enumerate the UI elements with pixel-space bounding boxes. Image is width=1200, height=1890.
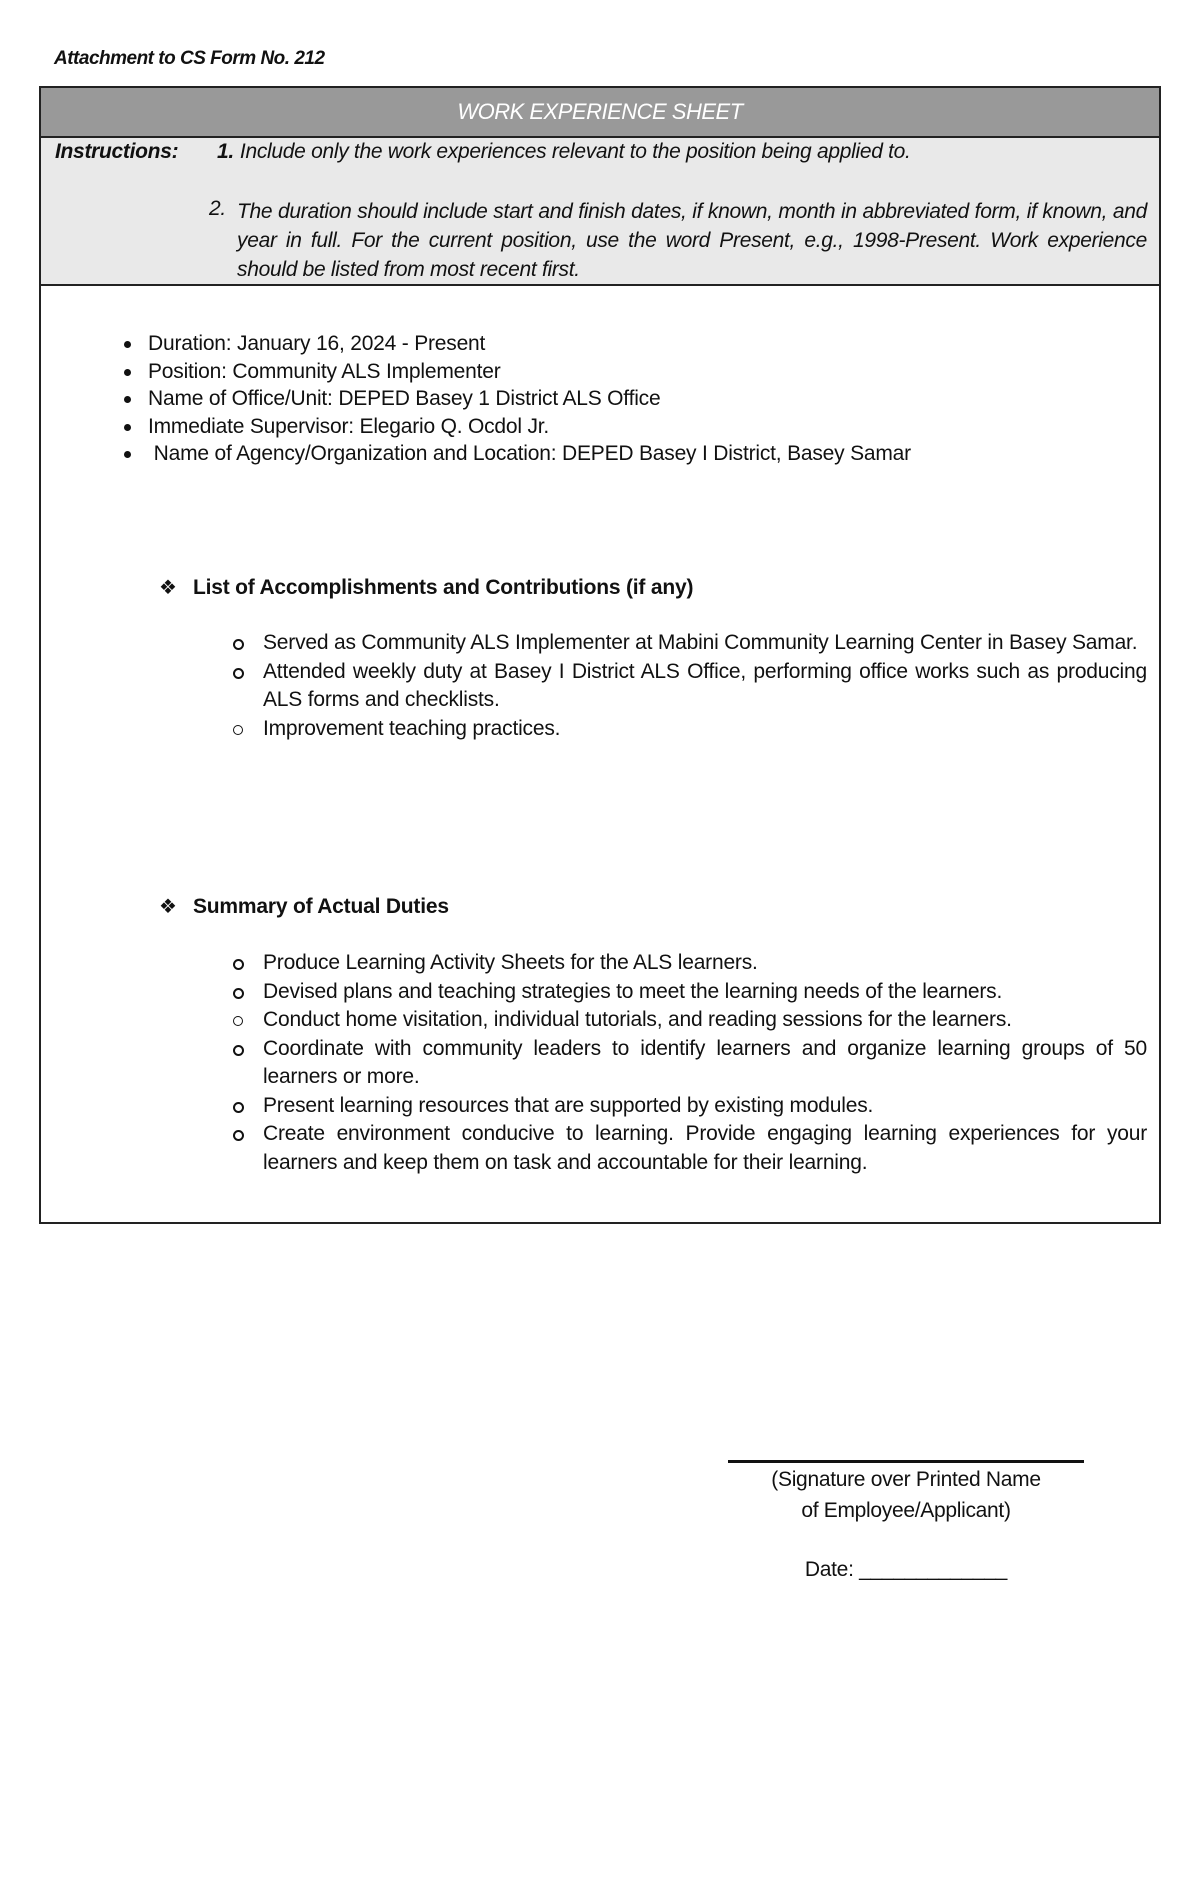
signature-line (728, 1460, 1084, 1463)
diamond-bullet-icon: ❖ (159, 577, 177, 599)
list-item (230, 1035, 1147, 1092)
accomplishment-text: Attended weekly duty at Basey I District ALS Office, performing office works such as producing ALS forms and checklists. (263, 659, 1147, 711)
instruction-2-number: 2. (209, 197, 226, 220)
ring-bullet-icon (233, 725, 243, 735)
ring-bullet-icon (233, 639, 244, 650)
diamond-bullet-icon: ❖ (159, 896, 177, 918)
detail-position-text: Position: Community ALS Implementer (148, 359, 501, 383)
ring-bullet-icon (233, 1016, 243, 1026)
sheet-title: WORK EXPERIENCE SHEET (41, 88, 1159, 138)
signature-caption-line-1: (Signature over Printed Name (771, 1468, 1041, 1491)
duties-heading-text: Summary of Actual Duties (193, 895, 449, 918)
ring-bullet-icon (233, 1102, 244, 1113)
duty-text: Produce Learning Activity Sheets for the ALS learners. (263, 951, 758, 974)
duty-text: Coordinate with community leaders to identify learners and organize learning groups of 50 learners or more. (263, 1036, 1147, 1088)
detail-duration-text: Duration: January 16, 2024 - Present (148, 332, 486, 355)
instruction-2-text: The duration should include start and finish dates, if known, month in abbreviated form, if known, and year in full. For the current position, use the word Present, e.g., 1998-Present. Work experience should be listed from most recent first. (237, 200, 1147, 281)
ring-bullet-icon (233, 988, 244, 999)
bullet-icon (124, 424, 131, 431)
position-details-list (41, 330, 1041, 468)
detail-supervisor-text: Immediate Supervisor: Elegario Q. Ocdol Jr. (148, 414, 550, 438)
date-field: Date: _____________ (804, 1558, 1008, 1581)
duty-text: Devised plans and teaching strategies to meet the learning needs of the learners. (263, 979, 1003, 1003)
accomplishments-heading (159, 575, 693, 600)
list-item (230, 1006, 1147, 1035)
list-item (230, 978, 1147, 1007)
detail-supervisor (41, 413, 1041, 441)
duty-text: Conduct home visitation, individual tutorials, and reading sessions for the learners. (263, 1008, 1012, 1031)
detail-office (41, 385, 1041, 413)
detail-agency-text: Name of Agency/Organization and Location: DEPED Basey I District, Basey Samar (148, 442, 911, 465)
instruction-1-number: 1. (217, 140, 234, 163)
list-item (230, 949, 1147, 978)
bullet-icon (124, 369, 131, 376)
accomplishment-text: Served as Community ALS Implementer at Mabini Community Learning Center in Basey Samar. (263, 631, 1138, 654)
ring-bullet-icon (233, 668, 244, 679)
duty-text: Present learning resources that are supported by existing modules. (263, 1093, 874, 1117)
duty-text: Create environment conducive to learning. Provide engaging learning experiences for your learners and keep them on task and accountable for their learning. (263, 1122, 1147, 1174)
accomplishment-text: Improvement teaching practices. (263, 716, 561, 740)
instructions-label: Instructions: (55, 140, 179, 163)
list-item (230, 715, 1147, 744)
instructions-box (41, 138, 1159, 286)
accomplishments-list (230, 629, 1147, 743)
work-experience-sheet (39, 86, 1161, 1224)
detail-duration (41, 330, 1041, 358)
detail-agency (41, 440, 1041, 468)
bullet-icon (124, 396, 131, 403)
detail-office-text: Name of Office/Unit: DEPED Basey 1 District ALS Office (148, 387, 661, 410)
instruction-1-text: Include only the work experiences relevant to the position being applied to. (239, 140, 911, 163)
list-item (230, 1092, 1147, 1121)
instruction-item-2 (209, 197, 1147, 284)
ring-bullet-icon (233, 1045, 244, 1056)
duties-heading (159, 894, 449, 919)
list-item (230, 658, 1147, 715)
duties-list (230, 949, 1147, 1177)
ring-bullet-icon (233, 959, 244, 970)
bullet-icon (124, 341, 131, 348)
signature-caption (728, 1464, 1084, 1526)
detail-position (41, 358, 1041, 386)
bullet-icon (124, 451, 131, 458)
ring-bullet-icon (233, 1130, 244, 1141)
list-item (230, 629, 1147, 658)
instruction-item-1 (217, 140, 911, 164)
attachment-label: Attachment to CS Form No. 212 (54, 48, 325, 69)
signature-caption-line-2: of Employee/Applicant) (801, 1499, 1011, 1522)
accomplishments-heading-text: List of Accomplishments and Contributions (if any) (193, 576, 694, 599)
list-item (230, 1120, 1147, 1177)
